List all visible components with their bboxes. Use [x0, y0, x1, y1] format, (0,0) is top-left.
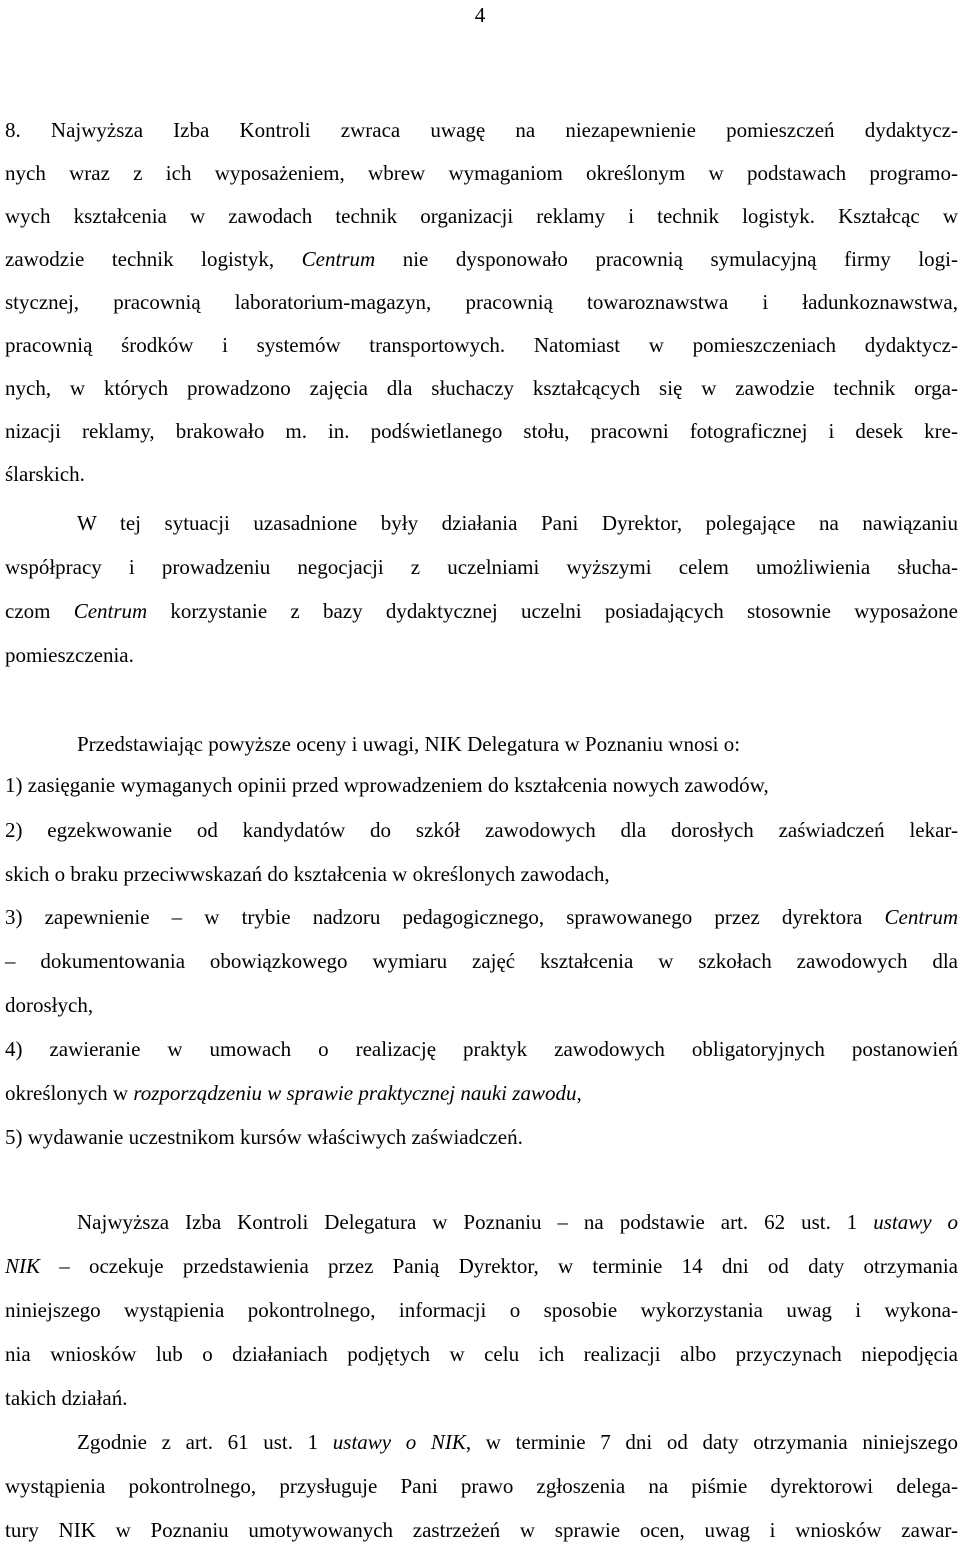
text-segment: wystąpienia pokontrolnego, przysługuje Pani prawo zgłoszenia na piśmie dyrektorowi delega- — [5, 1474, 958, 1498]
italic-text: Centrum — [73, 599, 148, 623]
text-segment: , — [576, 1081, 582, 1105]
text-segment: W tej sytuacji uzasadnione były działania Pani Dyrektor, polegające na nawiązaniu — [77, 511, 958, 535]
text-segment: nie dysponowało pracownią symulacyjną firmy logi- — [375, 247, 958, 271]
text-line — [5, 1471, 958, 1501]
text-segment: Zgodnie z art. 61 ust. 1 — [77, 1430, 333, 1454]
italic-text: NIK — [5, 1254, 41, 1278]
text-line — [5, 287, 958, 317]
text-line — [5, 1515, 958, 1545]
italic-text: rozporządzeniu w sprawie praktycznej nauki zawodu — [133, 1081, 577, 1105]
text-line — [5, 1383, 958, 1413]
text-segment: pracownią środków i systemów transportowych. Natomiast w pomieszczeniach dydaktycz- — [5, 333, 958, 357]
text-line — [5, 1078, 958, 1108]
text-line — [5, 1295, 958, 1325]
text-line — [77, 1427, 958, 1457]
text-segment: takich działań. — [5, 1386, 128, 1410]
text-segment: – oczekuje przedstawienia przez Panią Dyrektor, w terminie 14 dni od daty otrzymania — [40, 1254, 958, 1278]
text-line — [5, 158, 958, 188]
text-segment: 4) zawieranie w umowach o realizację praktyk zawodowych obligatoryjnych postanowień — [5, 1037, 958, 1061]
text-segment: niniejszego wystąpienia pokontrolnego, informacji o sposobie wykorzystania uwag i wykona- — [5, 1298, 958, 1322]
text-line — [5, 373, 958, 403]
text-line — [5, 1122, 958, 1152]
text-line — [5, 815, 958, 845]
text-segment: 1) zasięganie wymaganych opinii przed wprowadzeniem do kształcenia nowych zawodów, — [5, 773, 769, 797]
text-segment: wych kształcenia w zawodach technik organizacji reklamy i technik logistyk. Kształcąc w — [5, 204, 958, 228]
text-segment: dorosłych, — [5, 993, 94, 1017]
text-line — [5, 459, 958, 489]
text-segment: korzystanie z bazy dydaktycznej uczelni posiadających stosownie wyposażone — [147, 599, 958, 623]
text-line — [5, 1339, 958, 1369]
text-segment: czom — [5, 599, 74, 623]
text-line — [5, 201, 958, 231]
text-line — [5, 416, 958, 446]
italic-text: ustawy o NIK — [332, 1430, 466, 1454]
text-line — [5, 1251, 958, 1281]
text-line — [77, 729, 958, 759]
italic-text: Centrum — [884, 905, 958, 929]
text-line — [5, 596, 958, 626]
text-segment: współpracy i prowadzeniu negocjacji z uczelniami wyższymi celem umożliwienia słucha- — [5, 555, 958, 579]
text-line — [5, 770, 958, 800]
text-segment: pomieszczenia. — [5, 643, 134, 667]
text-segment: określonych w — [5, 1081, 134, 1105]
text-segment: Najwyższa Izba Kontroli Delegatura w Poznaniu – na podstawie art. 62 ust. 1 — [77, 1210, 874, 1234]
text-line — [5, 244, 958, 274]
text-segment: tury NIK w Poznaniu umotywowanych zastrzeżeń w sprawie ocen, uwag i wniosków zawar- — [5, 1518, 958, 1542]
text-line — [77, 508, 958, 538]
text-segment: – dokumentowania obowiązkowego wymiaru zajęć kształcenia w szkołach zawodowych dla — [5, 949, 958, 973]
text-segment: 2) egzekwowanie od kandydatów do szkół zawodowych dla dorosłych zaświadczeń lekar- — [5, 818, 958, 842]
italic-text: Centrum — [301, 247, 376, 271]
text-line — [5, 552, 958, 582]
text-segment: nizacji reklamy, brakowało m. in. podświetlanego stołu, pracowni fotograficznej i desek kre- — [5, 419, 958, 443]
text-line — [5, 990, 958, 1020]
text-segment: 5) wydawanie uczestnikom kursów właściwych zaświadczeń. — [5, 1125, 523, 1149]
text-segment: nych, w których prowadzono zajęcia dla słuchaczy kształcących się w zawodzie technik orga- — [5, 376, 958, 400]
text-segment: skich o braku przeciwwskazań do kształcenia w określonych zawodach, — [5, 862, 610, 886]
text-line — [77, 1207, 958, 1237]
text-segment: stycznej, pracownią laboratorium-magazyn, pracownią towaroznawstwa i ładunkoznawstwa, — [5, 290, 958, 314]
text-segment: zawodzie technik logistyk, — [5, 247, 302, 271]
text-segment: nia wniosków lub o działaniach podjętych w celu ich realizacji albo przyczynach niepodjęcia — [5, 1342, 958, 1366]
text-line — [5, 330, 958, 360]
text-line — [5, 115, 958, 145]
page-number: 4 — [474, 3, 486, 27]
text-segment: 3) zapewnienie – w trybie nadzoru pedagogicznego, sprawowanego przez dyrektora — [5, 905, 885, 929]
italic-text: ustawy o — [873, 1210, 958, 1234]
text-line — [5, 859, 958, 889]
text-line — [5, 640, 958, 670]
text-line — [5, 1034, 958, 1064]
text-line — [5, 902, 958, 932]
text-line — [5, 946, 958, 976]
text-segment: 8. Najwyższa Izba Kontroli zwraca uwagę na niezapewnienie pomieszczeń dydaktycz- — [5, 118, 958, 142]
text-segment: Przedstawiając powyższe oceny i uwagi, NIK Delegatura w Poznaniu wnosi o: — [77, 732, 741, 756]
text-segment: nych wraz z ich wyposażeniem, wbrew wymaganiom określonym w podstawach programo- — [5, 161, 958, 185]
text-segment: , w terminie 7 dni od daty otrzymania niniejszego — [465, 1430, 958, 1454]
text-segment: ślarskich. — [5, 462, 85, 486]
